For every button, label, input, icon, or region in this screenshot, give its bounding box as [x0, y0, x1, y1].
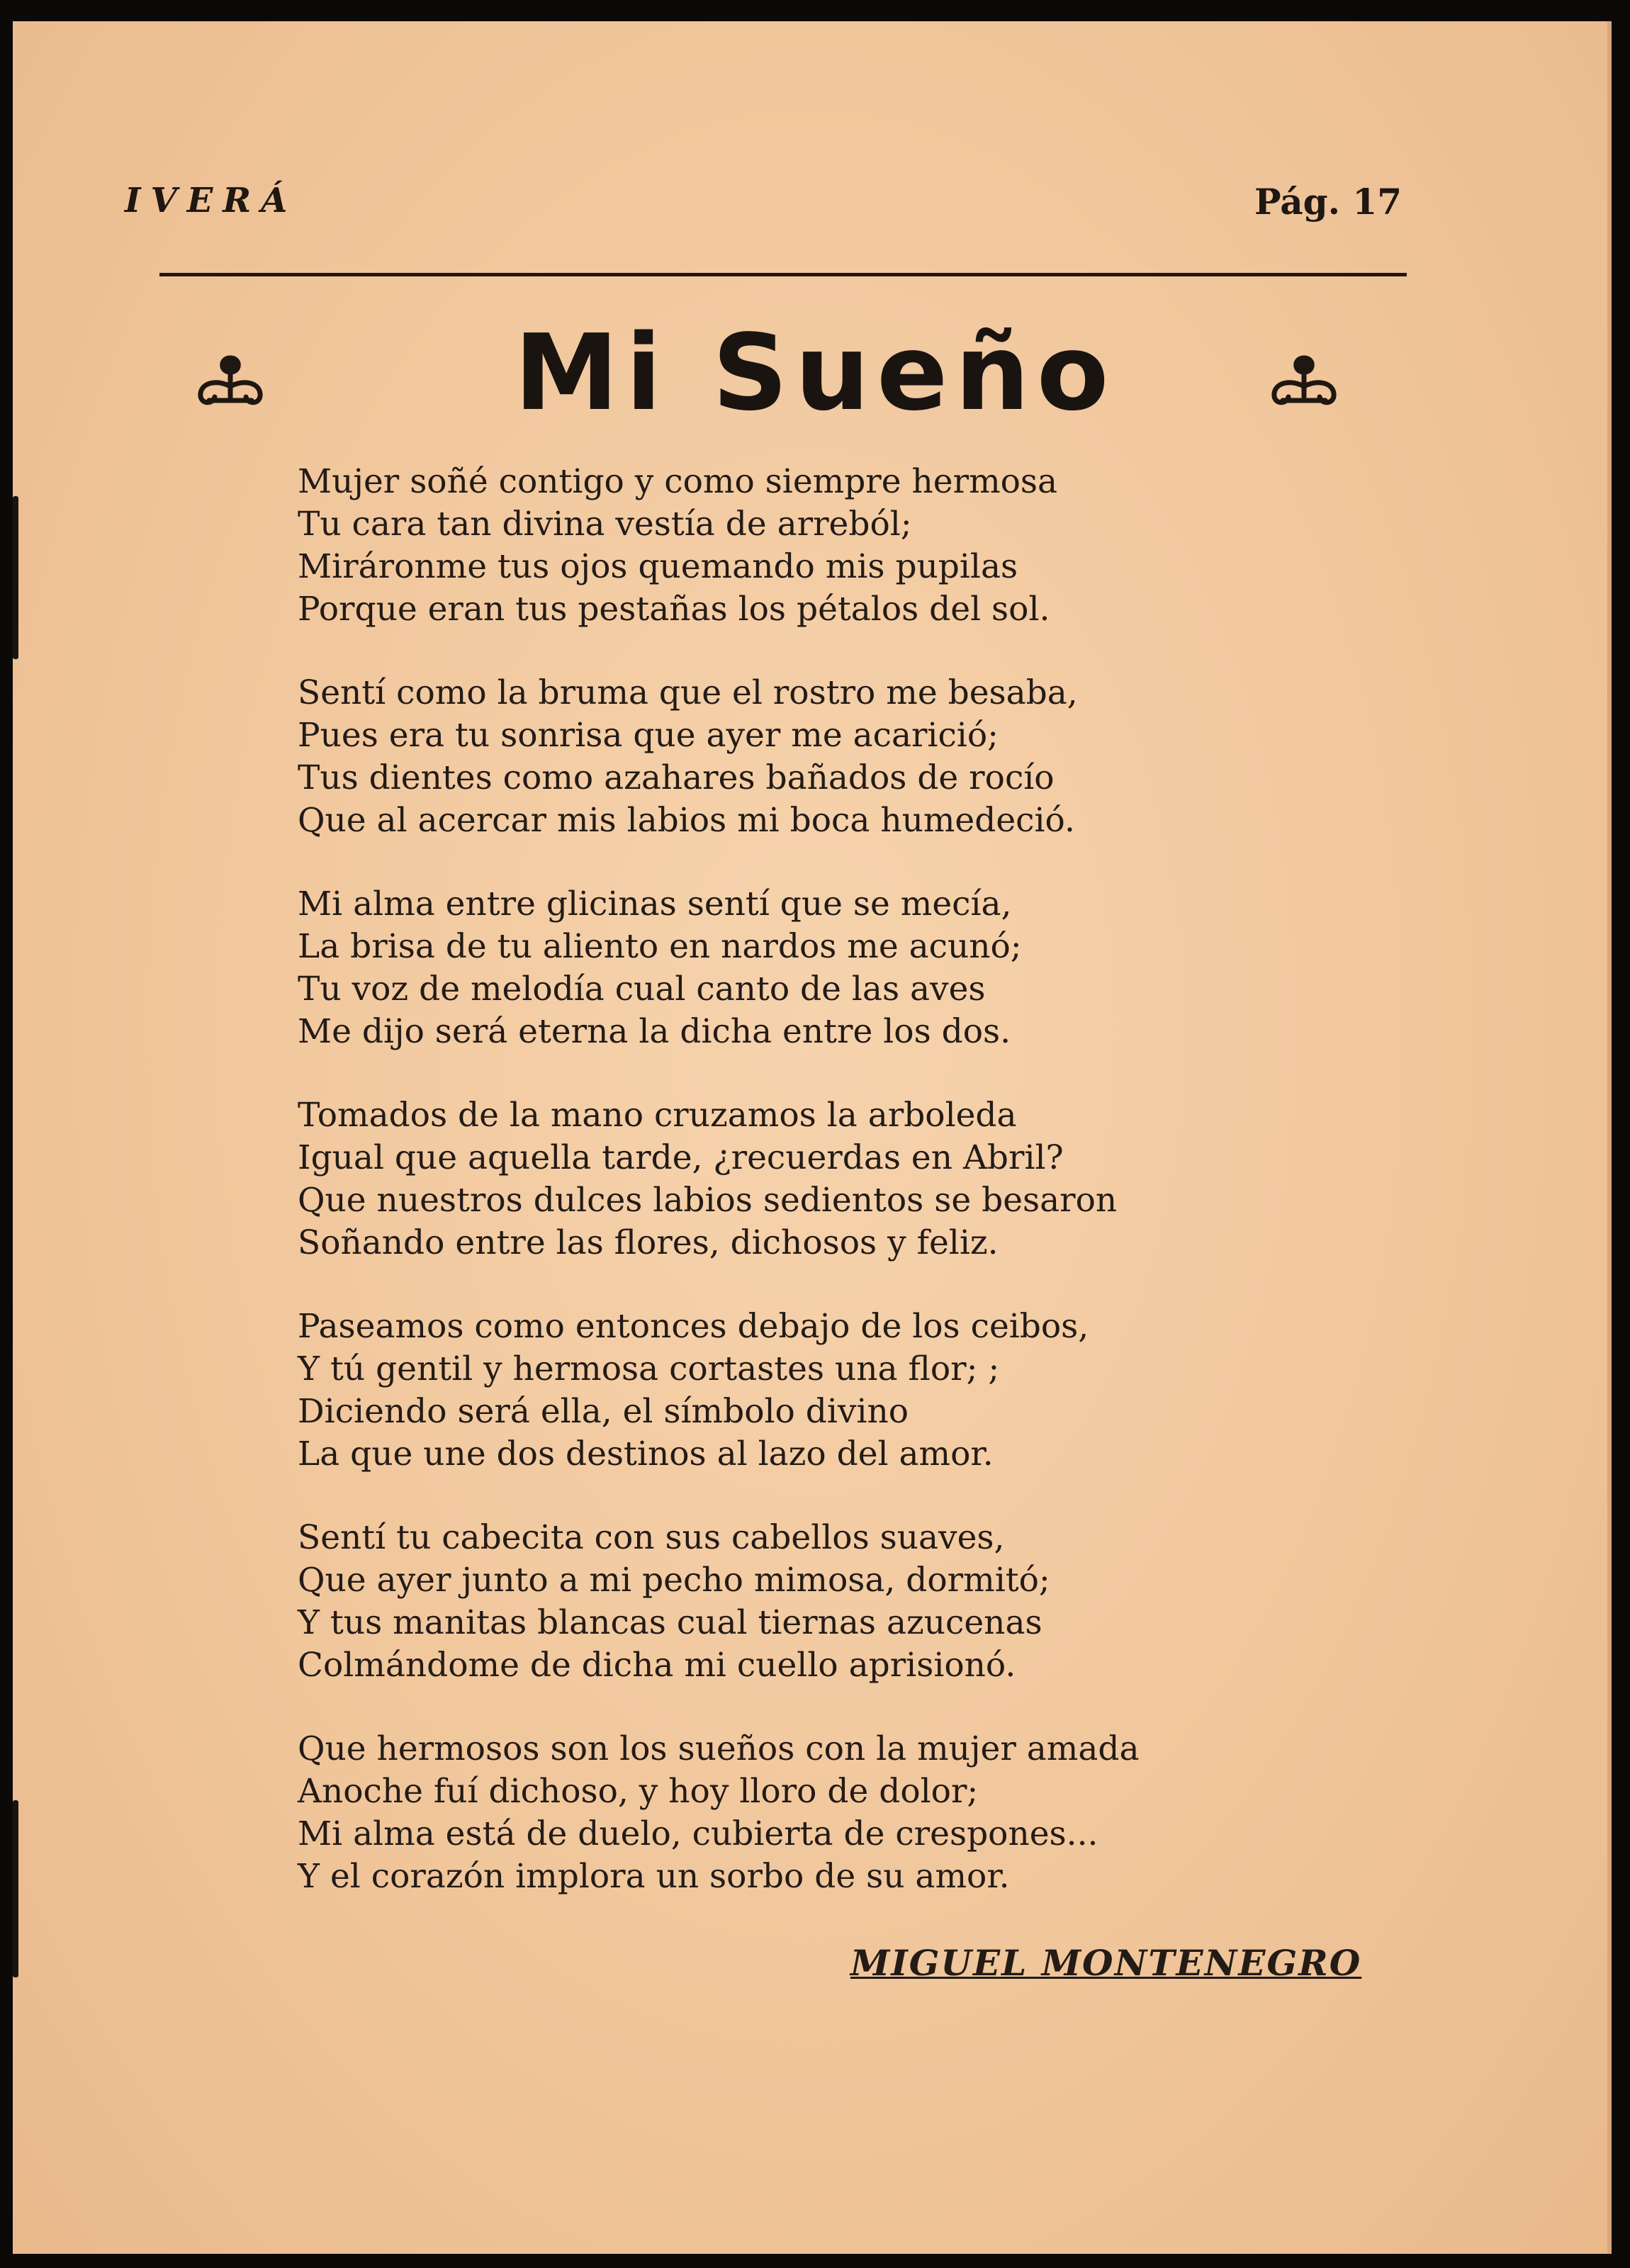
poem-line: Sentí tu cabecita con sus cabellos suaves,	[298, 1518, 1005, 1557]
poem-line: Tus dientes como azahares bañados de rocío	[298, 758, 1055, 797]
poem-line: Miráronme tus ojos quemando mis pupilas	[298, 547, 1018, 586]
poem-line: Y el corazón implora un sorbo de su amor.	[298, 1857, 1010, 1896]
stanza	[298, 883, 1219, 1053]
poem-line: Igual que aquella tarde, ¿recuerdas en Abril?	[298, 1138, 1064, 1177]
poem-line: Que nuestros dulces labios sedientos se besaron	[298, 1181, 1118, 1220]
poem-line: Diciendo será ella, el símbolo divino	[298, 1392, 909, 1431]
poem-line: Que al acercar mis labios mi boca humedeció.	[298, 801, 1075, 840]
stanza	[298, 1094, 1219, 1264]
stanza	[298, 1517, 1219, 1687]
running-header-title: IVERÁ	[125, 181, 298, 220]
stanza	[298, 461, 1219, 631]
stanza	[298, 672, 1219, 842]
poem-line: Y tú gentil y hermosa cortastes una flor; ;	[298, 1349, 1000, 1388]
poem-line: Soñando entre las flores, dichosos y feliz.	[298, 1223, 999, 1262]
poem-line: Tu voz de melodía cual canto de las aves	[298, 970, 986, 1009]
poem-line: Mujer soñé contigo y como siempre hermosa	[298, 462, 1058, 501]
poem-line: Tomados de la mano cruzamos la arboleda	[298, 1096, 1017, 1135]
stanza	[298, 1306, 1219, 1476]
poem-line: Mi alma entre glicinas sentí que se mecía,	[298, 885, 1012, 924]
author-signature: MIGUEL MONTENEGRO	[850, 1942, 1362, 1984]
poem-line: Tu cara tan divina vestía de arreból;	[298, 505, 912, 544]
binding-thread	[13, 496, 18, 659]
poem-line: Y tus manitas blancas cual tiernas azucenas	[298, 1603, 1042, 1642]
poem-line: Pues era tu sonrisa que ayer me acarició;	[298, 716, 999, 755]
poem-body	[298, 461, 1219, 1939]
binding-thread	[13, 1800, 18, 1977]
stanza	[298, 1728, 1219, 1898]
poem-line: Colmándome de dicha mi cuello aprisionó.	[298, 1646, 1016, 1685]
poem-line: Me dijo será eterna la dicha entre los dos.	[298, 1012, 1011, 1051]
poem-line: Mi alma está de duelo, cubierta de crespones...	[298, 1814, 1098, 1853]
poem-line: Paseamos como entonces debajo de los ceibos,	[298, 1307, 1089, 1346]
page-number: Pág. 17	[1254, 181, 1403, 223]
poem-line: Que hermosos son los sueños con la mujer amada	[298, 1729, 1140, 1768]
poem-line: Porque eran tus pestañas los pétalos del sol.	[298, 590, 1050, 629]
poem-line: Que ayer junto a mi pecho mimosa, dormitó;	[298, 1561, 1050, 1600]
poem-line: La que une dos destinos al lazo del amor.	[298, 1435, 994, 1473]
poem-line: Sentí como la bruma que el rostro me besaba,	[298, 673, 1078, 712]
header-rule	[159, 273, 1407, 276]
poem-title: Mi Sueño	[514, 312, 1116, 434]
poem-line: Anoche fuí dichoso, y hoy lloro de dolor;	[298, 1772, 979, 1811]
poem-line: La brisa de tu aliento en nardos me acunó;	[298, 927, 1022, 966]
